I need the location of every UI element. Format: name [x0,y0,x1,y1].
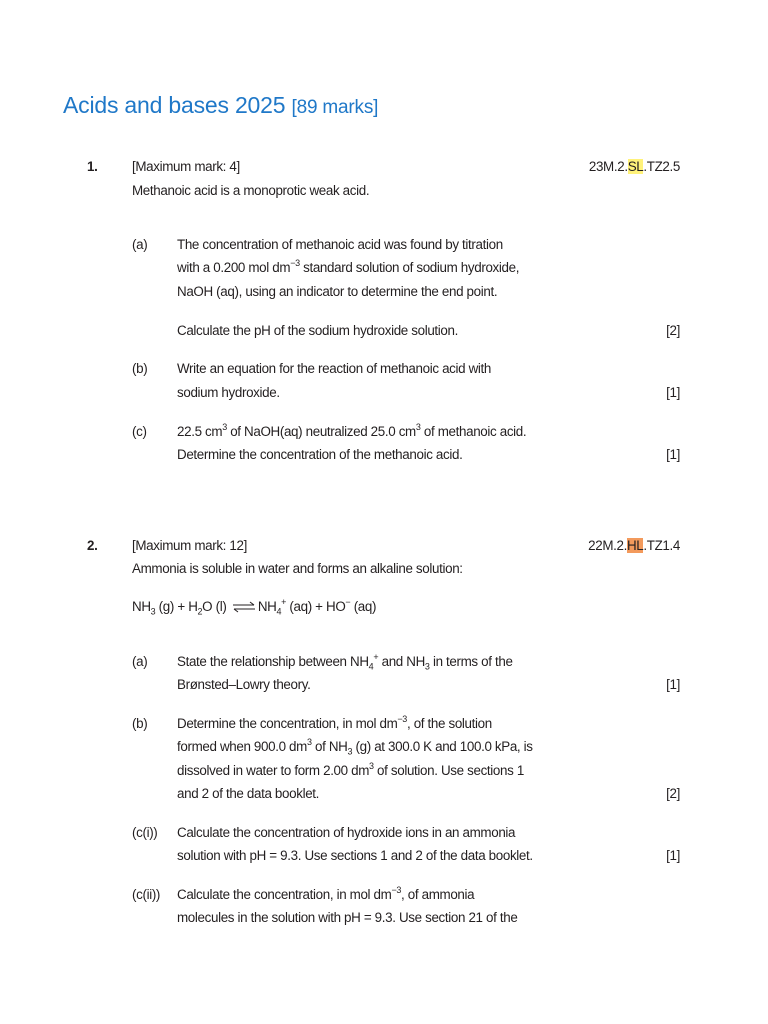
q2b-line-2: formed when 900.0 $dm^3$ of $NH_3$ (g) at 300.0 K and 100.0 kPa, is [177,736,533,757]
q2ci-label: (c(i)) [132,825,158,840]
q2cii-line-2: molecules in the solution with pH = 9.3. Use section 21 of the [177,910,518,925]
q2b-line-4: and 2 of the data booklet. [177,786,320,801]
question-1-intro: Methanoic acid is a monoprotic weak acid. [132,183,370,198]
q1c-marks: [1] [666,447,680,462]
question-2-intro: Ammonia is soluble in water and forms an alkaline solution: [132,561,463,576]
q2cii-label: (c(ii)) [132,887,161,902]
title-marks: [89 marks] [291,97,379,118]
q2a-line-1: State the relationship between $NH_4^+$ and $NH_3$ in terms of the [177,651,513,672]
q1a-line-1: The concentration of methanoic acid was found by titration [177,237,503,252]
q1c-line-1: 22.5 $cm^3$ of NaOH(aq) neutralized 25.0 $cm^3$ of methanoic acid. [177,421,527,439]
q1b-marks: [1] [666,385,680,400]
q2b-marks: [2] [666,786,680,801]
question-1-code: 23M.2.SL.TZ2.5 [588,159,680,174]
q1a-line-4: Calculate the pH of the sodium hydroxide solution. [177,323,458,338]
q2cii-line-1: Calculate the concentration, in mol $dm^{-3}$, of ammonia [177,884,475,902]
equilibrium-arrows-icon [232,601,256,613]
q2ci-marks: [1] [666,848,680,863]
question-1-max-mark: [Maximum mark: 4] [132,159,240,174]
equilibrium-equation: $NH_3$ $(g) + H_2O$ (l) $NH_4^+$ (aq) + HO− (aq) [132,596,377,617]
q1a-line-2: with a 0.200 mol $dm^{-3}$ standard solution of sodium hydroxide, [177,257,520,275]
q1b-line-1: Write an equation for the reaction of methanoic acid with [177,361,492,376]
q1a-label: (a) [132,237,148,252]
q1c-label: (c) [132,424,147,439]
q2b-label: (b) [132,716,148,731]
question-2-max-mark: [Maximum mark: 12] [132,538,247,553]
question-2-number: 2. [87,538,98,553]
question-1-number: 1. [87,159,98,174]
q2a-label: (a) [132,654,148,669]
sl-highlight: SL [627,159,644,174]
q1b-label: (b) [132,361,148,376]
q2b-line-3: dissolved in water to form 2.00 $dm^3$ of solution. Use sections 1 [177,760,524,778]
q1a-marks: [2] [666,323,680,338]
q1a-line-3: NaOH (aq), using an indicator to determine the end point. [177,284,498,299]
q2ci-line-2: solution with pH = 9.3. Use sections 1 and 2 of the data booklet. [177,848,533,863]
q2ci-line-1: Calculate the concentration of hydroxide ions in an ammonia [177,825,516,840]
title-text: Acids and bases 2025 [63,92,286,118]
q1c-line-2: Determine the concentration of the methanoic acid. [177,447,463,462]
q2a-marks: [1] [666,677,680,692]
question-2-code: 22M.2.HL.TZ1.4 [588,538,680,553]
q1b-line-2: sodium hydroxide. [177,385,280,400]
hl-highlight: HL [626,538,644,553]
q2a-line-2: Brønsted–Lowry theory. [177,677,311,692]
page-title [63,92,378,119]
q2b-line-1: Determine the concentration, in mol $dm^{-3}$, of the solution [177,713,492,731]
